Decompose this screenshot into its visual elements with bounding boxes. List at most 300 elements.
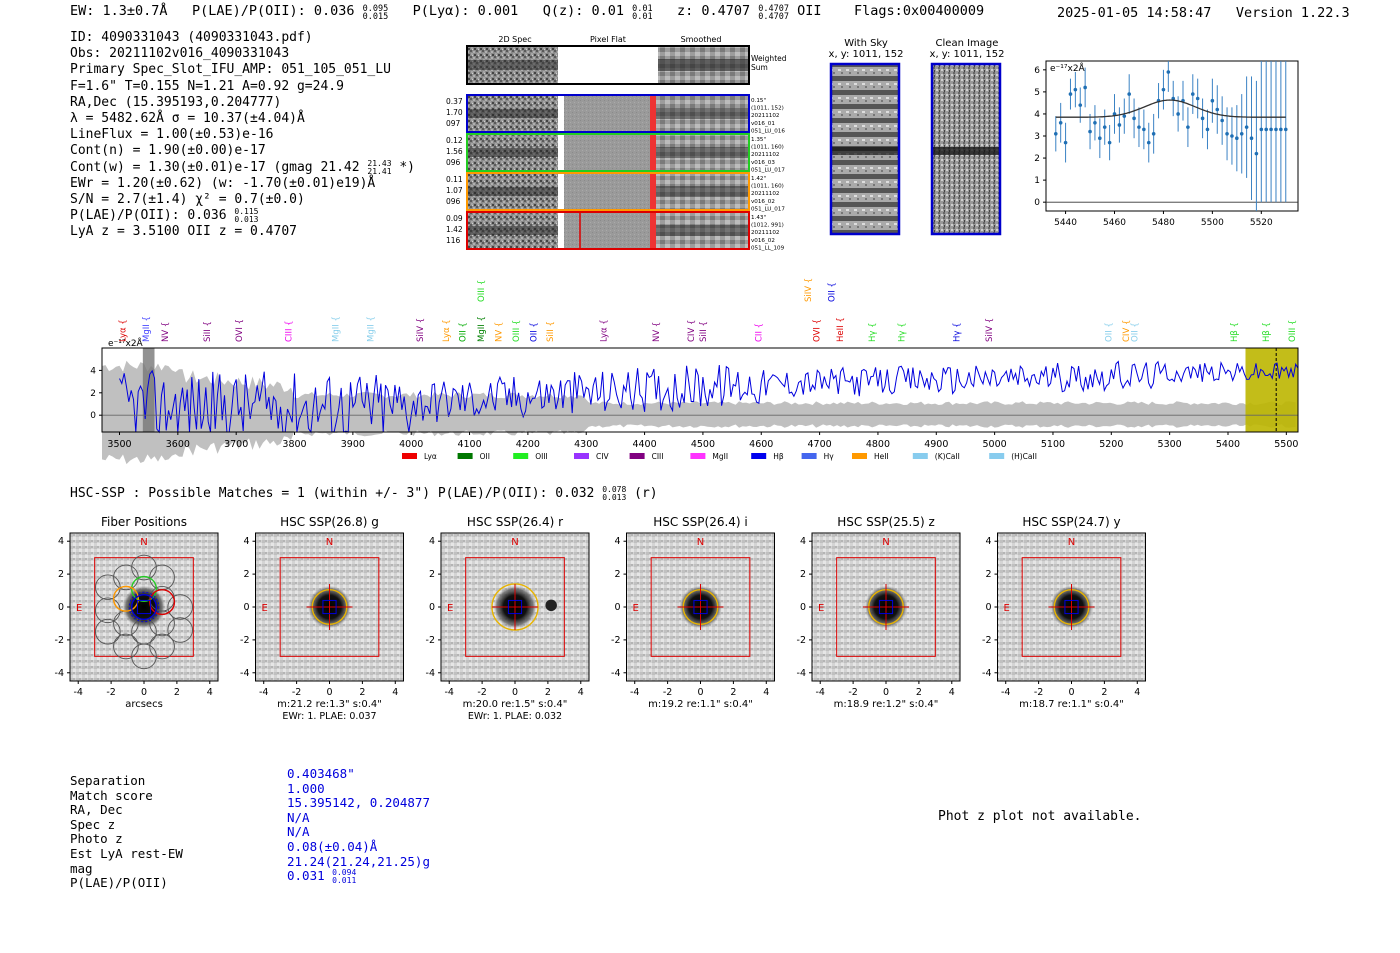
zoom-xtick-label: 5480 xyxy=(1151,218,1175,228)
hsc-panel-title: Fiber Positions xyxy=(100,515,188,529)
cutout-gap-2 xyxy=(558,173,564,210)
hsc-ytick-label: 0 xyxy=(428,602,435,613)
spec-upper-line-label: OII { xyxy=(827,282,838,302)
zoom-point xyxy=(1088,130,1092,134)
info-sn: S/N = 2.7(±1.4) χ² = 0.7(±0.0) xyxy=(70,192,305,208)
spec-legend-swatch xyxy=(852,453,867,459)
zoom-point xyxy=(1279,128,1283,132)
match-value-plae-text: 0.031 xyxy=(287,868,325,884)
hsc-compass-n: N xyxy=(325,537,334,548)
cutout-right-3-3: v016_02 xyxy=(751,237,775,244)
spec-xtick-label: 3900 xyxy=(340,439,365,450)
hsc-ytick-label: -4 xyxy=(982,667,992,679)
zoom-ytick-label: 3 xyxy=(1034,132,1040,142)
cutout-left-1-2: 096 xyxy=(446,158,461,167)
spec-line-label: MgII { xyxy=(331,316,342,342)
zoom-xtick-label: 5440 xyxy=(1054,218,1078,228)
hsc-xtick-label: -4 xyxy=(815,687,825,698)
spec-legend-swatch xyxy=(630,453,645,459)
spec-xtick-label: 4100 xyxy=(457,439,482,450)
with-sky-title xyxy=(822,38,910,60)
header-plae-lo: 0.015 xyxy=(362,12,389,22)
hsc-ytick-label: 4 xyxy=(57,536,64,548)
cutout-flat-1 xyxy=(564,134,650,171)
cutout-left-1-0: 0.12 xyxy=(446,136,463,145)
hsc-xtick-label: 0 xyxy=(140,687,148,698)
cutout-left-2-2: 096 xyxy=(446,197,461,206)
hsc-ytick-label: -4 xyxy=(425,667,435,679)
cutout-flag-0 xyxy=(650,95,656,132)
hsc-compass-n: N xyxy=(140,537,148,548)
hsc-ytick-label: 4 xyxy=(799,536,806,548)
hsc-panel-4 xyxy=(797,515,960,710)
hsc-compass-n: N xyxy=(511,537,519,548)
zoom-point xyxy=(1083,86,1087,90)
cutout-left-3-2: 116 xyxy=(446,236,461,245)
sky-images xyxy=(828,62,1008,238)
spec-line-label: NV { xyxy=(161,321,172,342)
cutout-right-0-0: 0.15" xyxy=(751,98,767,104)
match-values xyxy=(287,767,430,885)
spec-line-label: NV { xyxy=(652,321,663,342)
spec-legend-label: CIII xyxy=(651,452,664,461)
hsc-panel-title: HSC SSP(26.4) i xyxy=(653,515,748,529)
match-value-ew: 0.08(±0.04)Å xyxy=(287,838,378,854)
cutout-right-0-1: (1011, 152) xyxy=(751,105,784,112)
match-value-mag: 21.24(21.24,21.25)g xyxy=(287,853,430,869)
weighted-label-1: Weighted xyxy=(751,54,787,63)
zoom-xtick-label: 5520 xyxy=(1249,218,1273,228)
hsc-ytick-label: 2 xyxy=(243,569,250,581)
cutout-smooth-trace-0 xyxy=(656,108,748,119)
header-plae-hi: 0.095 xyxy=(362,4,389,14)
spec-line-label: SiII { xyxy=(698,321,709,342)
zoom-point xyxy=(1250,136,1254,140)
spec-line-label: Hβ { xyxy=(1229,322,1240,342)
spec-xtick-label: 3700 xyxy=(224,439,249,450)
match-value-score: 1.000 xyxy=(287,780,325,796)
with-sky-title-1: With Sky xyxy=(844,38,888,49)
info-lya: LyA z = 3.5100 OII z = 0.4707 xyxy=(70,224,297,240)
cutout-left-1-1: 1.56 xyxy=(446,147,463,156)
cutouts-panel xyxy=(440,32,800,257)
cutout-gap-1 xyxy=(558,134,564,171)
info-contw-text: Cont(w) = 1.30(±0.01)e-17 (gmag 21.42 xyxy=(70,159,360,175)
info-plae-text: P(LAE)/P(OII): 0.036 xyxy=(70,208,227,224)
hsc-ytick-label: 2 xyxy=(799,569,806,581)
spec-line-label: OII { xyxy=(458,322,469,342)
info-plae xyxy=(70,208,415,224)
hsc-xtick-label: 4 xyxy=(1134,687,1141,698)
zoom-point xyxy=(1206,128,1210,132)
hsc-xtick-label: 0 xyxy=(1068,687,1075,698)
cutout-flat-2 xyxy=(564,173,650,210)
hsc-ytick-label: 2 xyxy=(57,569,64,581)
spec-legend-label: (H)CaII xyxy=(1011,452,1037,461)
hsc-ytick-label: -4 xyxy=(240,667,250,679)
hsc-ytick-label: -4 xyxy=(796,667,806,679)
spec-xtick-label: 5200 xyxy=(1099,439,1124,450)
zoom-point xyxy=(1274,128,1278,132)
spec-ytick-label: 0 xyxy=(90,411,96,422)
hsc-compass-e: E xyxy=(818,603,825,614)
header-z-line: OII xyxy=(797,3,822,19)
hsc-ytick-label: 0 xyxy=(614,602,621,613)
cutout-right-3-4: 051_LL_109 xyxy=(751,245,785,252)
spec-line-label: CII { xyxy=(754,322,765,342)
spec-legend-swatch xyxy=(513,453,528,459)
cutout-spec-trace-2 xyxy=(468,187,558,196)
spec-legend-label: HeII xyxy=(874,452,889,461)
zoom-ytick-label: 0 xyxy=(1034,198,1040,209)
hsc-compass-e: E xyxy=(632,603,639,614)
zoom-point xyxy=(1255,152,1259,156)
zoom-point xyxy=(1137,125,1141,129)
hsc-ytick-label: 4 xyxy=(614,536,621,548)
hsc-ytick-label: -2 xyxy=(240,634,250,646)
header-qz-hi: 0.01 xyxy=(632,4,653,14)
zoom-ytick-label: 6 xyxy=(1034,65,1040,76)
hsc-ytick-label: 0 xyxy=(57,602,64,613)
cutout-left-2-1: 1.07 xyxy=(446,186,463,195)
hsc-ytick-label: 4 xyxy=(985,536,992,548)
hsc-ytick-label: 2 xyxy=(614,569,621,581)
spec-line-label: MgII { xyxy=(366,316,377,342)
hsc-caption-1: arcsecs xyxy=(125,699,163,710)
spec-xtick-label: 4300 xyxy=(574,439,599,450)
cutout-smooth-trace-3 xyxy=(656,225,748,236)
zoom-point xyxy=(1069,92,1073,96)
cutout-spec-trace-1 xyxy=(468,148,558,157)
zoom-point xyxy=(1225,132,1229,136)
hsc-xtick-label: 0 xyxy=(697,687,704,698)
spec-ytick-label: 2 xyxy=(90,388,96,399)
spec-legend-swatch xyxy=(458,453,473,459)
hsc-xtick-label: 2 xyxy=(359,687,366,698)
spec-legend-label: OIII xyxy=(535,452,548,461)
clean-image-title-1: Clean Image xyxy=(935,38,999,49)
zoom-point xyxy=(1142,128,1146,132)
match-value-specz: N/A xyxy=(287,809,310,825)
hsc-xtick-label: 2 xyxy=(1101,687,1108,698)
spec-xtick-label: 4900 xyxy=(924,439,949,450)
spec-legend-label: OII xyxy=(479,452,490,461)
zoom-ytick-label: 5 xyxy=(1034,87,1040,98)
info-lineflux: LineFlux = 1.00(±0.53)e-16 xyxy=(70,127,274,143)
spec-legend-swatch xyxy=(574,453,589,459)
spec-xtick-label: 4800 xyxy=(865,439,891,450)
spec-xtick-label: 5500 xyxy=(1274,439,1299,450)
spec-line-label: Lyα { xyxy=(599,319,610,342)
spec-legend-label: Lyα xyxy=(424,452,437,461)
zoom-point xyxy=(1245,125,1249,129)
header-qz-lo: 0.01 xyxy=(632,12,653,22)
hsc-title-text: HSC-SSP : Possible Matches = 1 (within +/- 3") P(LAE)/P(OII): 0.032 xyxy=(70,486,595,501)
info-params: F=1.6" T=0.155 N=1.21 A=0.92 g=24.9 xyxy=(70,78,344,94)
match-plae-lo: 0.011 xyxy=(332,876,357,886)
match-label-ew: Est LyA rest-EW xyxy=(70,845,183,861)
hsc-ytick-label: -2 xyxy=(54,634,64,646)
cutout-right-3-1: (1012, 991) xyxy=(751,222,784,229)
cutout-spec-trace-3 xyxy=(468,226,558,235)
spec-line-label: CIII { xyxy=(284,320,295,342)
zoom-point xyxy=(1220,119,1224,123)
cutout-left-2-0: 0.11 xyxy=(446,175,463,184)
hsc-compass-n: N xyxy=(882,537,890,548)
cutout-right-2-0: 1.42" xyxy=(751,176,767,182)
spec-xtick-label: 4700 xyxy=(807,439,832,450)
zoom-point xyxy=(1093,121,1097,125)
zoom-point xyxy=(1230,134,1234,138)
hsc-ytick-label: -4 xyxy=(611,667,621,679)
spec-line-label: MgII { xyxy=(477,316,488,342)
hsc-panel-3 xyxy=(611,515,774,710)
header-summary xyxy=(70,3,984,21)
cutout-flag-2 xyxy=(650,173,656,210)
cutout-right-0-2: 20211102 xyxy=(751,113,780,120)
spec-line-label: OII { xyxy=(1104,322,1115,342)
spec-xtick-label: 5400 xyxy=(1215,439,1241,450)
hsc-xtick-label: 2 xyxy=(544,687,551,698)
clean-image xyxy=(932,64,1000,234)
cutout-rows xyxy=(446,95,785,251)
hsc-xtick-label: -4 xyxy=(1000,687,1011,698)
hsc-caption-1: m:21.2 re:1.3" s:0.4" xyxy=(277,699,382,710)
hsc-ytick-label: -2 xyxy=(796,634,806,646)
zoom-point xyxy=(1103,125,1107,129)
zoom-point xyxy=(1240,132,1244,136)
hsc-xtick-label: -4 xyxy=(444,687,454,698)
spec-line-label: Hγ { xyxy=(897,322,908,342)
hsc-caption-1: m:19.2 re:1.1" s:0.4" xyxy=(648,699,753,710)
info-contw-lo: 21.41 xyxy=(367,166,392,176)
spec-legend-swatch xyxy=(690,453,705,459)
hsc-compass-e: E xyxy=(76,603,83,614)
with-sky-image xyxy=(831,64,899,234)
spec-xtick-label: 3800 xyxy=(282,439,307,450)
cutout-right-0-3: v016_01 xyxy=(751,120,775,127)
hsc-xtick-label: -4 xyxy=(73,687,83,698)
cutout-left-0-1: 1.70 xyxy=(446,108,463,117)
weighted-label-2: Sum xyxy=(751,63,768,72)
header-right xyxy=(1057,5,1350,21)
spec-xtick-label: 5100 xyxy=(1040,439,1066,450)
zoom-point xyxy=(1078,103,1082,107)
spec-xtick-label: 3500 xyxy=(107,439,132,450)
zoom-fit-chart xyxy=(1030,55,1310,233)
zoom-point xyxy=(1191,92,1195,96)
hsc-caption-2: EWr: 1. PLAE: 0.037 xyxy=(282,711,377,722)
zoom-point xyxy=(1264,128,1268,132)
cutout-gap-3 xyxy=(558,212,564,249)
zoom-ytick-label: 2 xyxy=(1034,154,1040,165)
zoom-ytick-label: 4 xyxy=(1034,109,1040,120)
cutout-smooth-trace-2 xyxy=(656,186,748,197)
spec-mask-region xyxy=(143,348,155,432)
hsc-xtick-label: 4 xyxy=(206,687,213,698)
cutout-right-3-0: 1.43" xyxy=(751,215,767,221)
zoom-point xyxy=(1186,125,1190,129)
cutout-left-3-0: 0.09 xyxy=(446,214,463,223)
hsc-xtick-label: 4 xyxy=(948,687,955,698)
detection-info xyxy=(70,30,415,241)
clean-image-title-2: x, y: 1011, 152 xyxy=(929,49,1005,60)
hsc-ytick-label: -2 xyxy=(982,634,992,646)
spec-line-label: Hγ { xyxy=(868,322,879,342)
hsc-caption-1: m:18.7 re:1.1" s:0.4" xyxy=(1019,699,1124,710)
spec-line-label: OIII { xyxy=(1288,319,1299,342)
spec-line-label: CIV { xyxy=(1121,319,1132,342)
hsc-panel-0 xyxy=(55,515,218,710)
cutout-flat-0 xyxy=(564,95,650,132)
hsc-compass-e: E xyxy=(261,603,268,614)
match-value-radec: 15.395142, 0.204877 xyxy=(287,795,430,811)
match-value-photoz: N/A xyxy=(287,824,310,840)
hsc-xtick-label: 4 xyxy=(577,687,584,698)
hsc-xtick-label: 0 xyxy=(882,687,890,698)
zoom-point xyxy=(1132,117,1136,121)
with-sky-title-2: x, y: 1011, 152 xyxy=(828,49,904,60)
spec-xtick-label: 3600 xyxy=(165,439,190,450)
zoom-point xyxy=(1260,128,1264,132)
zoom-point xyxy=(1215,108,1219,112)
cutout-right-1-0: 1.35" xyxy=(751,137,767,143)
info-radec: RA,Dec (15.395193,0.204777) xyxy=(70,94,282,110)
spec-legend-label: Hγ xyxy=(823,452,834,461)
hsc-xtick-label: -2 xyxy=(106,687,116,698)
cutout-gap-0 xyxy=(558,95,564,132)
cutout-flag-3 xyxy=(650,212,656,249)
spec-line-label: Hβ { xyxy=(1261,322,1272,342)
hsc-ytick-label: 2 xyxy=(428,569,435,581)
hsc-xtick-label: -4 xyxy=(629,687,640,698)
hsc-caption-1: m:20.0 re:1.5" s:0.4" xyxy=(462,699,568,710)
spec-line-label: MgII { xyxy=(141,316,152,342)
zoom-point xyxy=(1127,92,1131,96)
hsc-xtick-label: -2 xyxy=(1033,687,1044,698)
spec-line-label: SiII { xyxy=(546,321,557,342)
zoom-ytick-label: 1 xyxy=(1034,176,1040,187)
hsc-title-hi: 0.078 xyxy=(602,485,627,494)
spec-line-label: Lyα { xyxy=(442,319,453,342)
info-contw-end: *) xyxy=(399,159,415,175)
hsc-caption-1: m:18.9 re:1.2" s:0.4" xyxy=(833,699,939,710)
zoom-xtick-label: 5460 xyxy=(1103,218,1126,228)
zoom-ylabel: e⁻¹⁷x2Å xyxy=(1050,64,1085,74)
info-obs: Obs: 20211102v016_4090331043 xyxy=(70,46,290,62)
match-label-specz: Spec z xyxy=(70,816,116,832)
header-z-lo: 0.4707 xyxy=(758,12,789,22)
match-value-separation: 0.403468" xyxy=(287,766,355,781)
header-plae: P(LAE)/P(OII): 0.036 xyxy=(191,3,355,19)
hsc-panel-1 xyxy=(240,515,403,722)
match-labels xyxy=(70,774,183,891)
hsc-xtick-label: 2 xyxy=(915,687,922,698)
spec-legend-label: Hβ xyxy=(773,452,784,461)
spec-line-label: HeII { xyxy=(836,317,847,342)
hsc-xtick-label: 4 xyxy=(763,687,770,698)
hsc-panel-title: HSC SSP(25.5) z xyxy=(837,515,935,529)
info-plae-lo: 0.013 xyxy=(234,215,259,225)
spec-line-label: OII { xyxy=(1130,322,1141,342)
cutout-flat-3 xyxy=(564,212,650,249)
hsc-neighbor-source xyxy=(545,600,557,612)
spec-upper-line-label: SiIV { xyxy=(803,277,814,302)
zoom-point xyxy=(1108,141,1112,145)
spec-legend-swatch xyxy=(913,453,928,459)
spec-line-label: OVI { xyxy=(812,319,823,342)
spec-line-label: OII { xyxy=(529,322,540,342)
spec-line-label: SiIV { xyxy=(415,317,426,342)
cutout-left-0-2: 097 xyxy=(446,119,461,128)
hsc-panel-title: HSC SSP(26.4) r xyxy=(466,515,564,529)
zoom-point xyxy=(1059,121,1063,125)
hsc-title-lo: 0.013 xyxy=(602,493,627,502)
hsc-title-end: (r) xyxy=(634,486,658,501)
header-version: Version 1.22.3 xyxy=(1235,5,1350,21)
spec-line-label: Hγ { xyxy=(952,322,963,342)
spec-xtick-label: 4000 xyxy=(399,439,424,450)
spec-legend-label: (K)CaII xyxy=(934,452,960,461)
header-z: z: 0.4707 xyxy=(676,3,751,19)
info-ewr: EWr = 1.20(±0.62) (w: -1.70(±0.01)e19)Å xyxy=(70,175,376,191)
hsc-xtick-label: -2 xyxy=(291,687,302,698)
zoom-point xyxy=(1118,123,1122,127)
spec-xtick-label: 4600 xyxy=(749,439,774,450)
match-value-plae xyxy=(287,869,430,885)
hsc-panel-title: HSC SSP(26.8) g xyxy=(280,515,379,529)
hsc-compass-n: N xyxy=(696,537,705,548)
hsc-xtick-label: 0 xyxy=(511,687,519,698)
zoom-point xyxy=(1098,136,1102,140)
spec-legend-swatch xyxy=(989,453,1004,459)
hsc-panel-5 xyxy=(982,515,1145,710)
match-label-photoz: Photo z xyxy=(70,831,123,847)
hsc-xtick-label: 0 xyxy=(326,687,333,698)
match-label-score: Match score xyxy=(70,787,153,803)
info-lambda: λ = 5482.62Å σ = 10.37(±4.04)Å xyxy=(70,111,305,127)
hsc-compass-e: E xyxy=(447,603,454,614)
cutout-header-flat: Pixel Flat xyxy=(590,35,626,44)
hsc-ytick-label: 0 xyxy=(799,602,806,613)
header-z-hi: 0.4707 xyxy=(758,4,789,14)
header-qz: Q(z): 0.01 xyxy=(542,3,624,19)
cutout-right-1-4: 051_LU_017 xyxy=(751,167,785,174)
match-plae-hi: 0.094 xyxy=(332,868,357,878)
zoom-point xyxy=(1235,136,1239,140)
info-primary: Primary Spec_Slot_IFU_AMP: 051_105_051_LU xyxy=(70,62,391,78)
zoom-point xyxy=(1211,99,1215,103)
hsc-ytick-label: 0 xyxy=(985,602,992,613)
zoom-point xyxy=(1196,97,1200,101)
hsc-xtick-label: -2 xyxy=(662,687,673,698)
match-label-mag: mag xyxy=(70,860,93,876)
info-contw xyxy=(70,160,415,176)
cutout-flag-1 xyxy=(650,134,656,171)
zoom-axes xyxy=(1046,61,1298,211)
spec-xtick-label: 4500 xyxy=(690,439,716,450)
cutout-left-3-1: 1.42 xyxy=(446,225,463,234)
spec-highlight-region xyxy=(1245,348,1298,432)
spec-xtick-label: 4400 xyxy=(632,439,657,450)
spec-line-label: OVI { xyxy=(235,319,246,342)
hsc-xtick-label: 4 xyxy=(392,687,399,698)
header-flags: Flags:0x00400009 xyxy=(854,3,985,19)
spec-line-label: CIV { xyxy=(687,319,698,342)
zoom-point xyxy=(1152,132,1156,136)
spec-line-label: SiIV { xyxy=(984,317,995,342)
cutout-header-smooth: Smoothed xyxy=(680,35,722,44)
